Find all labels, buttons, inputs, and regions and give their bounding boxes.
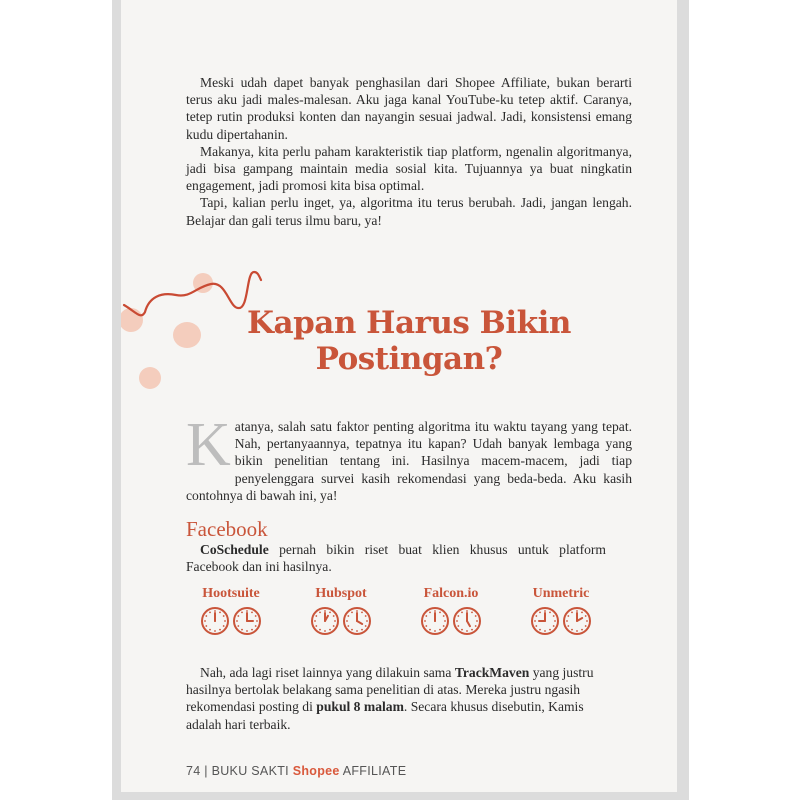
title-line: Postingan? [315,341,503,377]
tool-falcon [406,586,496,641]
section-title [186,305,632,377]
tool-name: Hubspot [315,586,367,601]
facebook-paragraph [186,541,606,575]
clock-icon [420,606,450,636]
paragraph: Meski udah dapet banyak penghasilan dari Shopee Affiliate, bukan berarti terus aku jadi males-malesan. Aku jaga kanal YouTube-ku tetep aktif. Caranya, tetep rutin produksi konten dan nayangin sesuai jadwal. Jadi, konsistensi emang kudu dipertahanin. [186,75,632,142]
clock-icon [562,606,592,636]
text: pernah bikin riset buat klien khusus untuk platform Facebook dan ini hasilnya. [186,542,606,575]
paragraph: atanya, salah satu faktor penting algoritma itu waktu tayang yang tepat. Nah, pertanyaannya, tepatnya itu kapan? Udah banyak lembaga yang bikin penelitian tentang ini. Hasilnya macem-macem, jadi tiap penyelenggara survei kasih rekomendasi yang beda-beda. Aku kasih contohnya di bawah ini, ya! [186,419,632,503]
bold-text: pukul 8 malam [316,699,404,715]
drop-cap: K [186,411,231,479]
intro-text [186,74,632,229]
title-line: Kapan Harus Bikin [247,305,571,341]
paragraph: Tapi, kalian perlu inget, ya, algoritma itu terus berubah. Jadi, jangan lengah. Belajar dan gali terus ilmu baru, ya! [186,195,632,228]
text: yang justru hasilnya bertolak belakang sama penelitian di atas. Mereka justru ngasih rekomendasi posting di [186,665,594,715]
brand: Shopee [292,764,340,778]
text: . Secara khusus disebutin, Kamis adalah hari terbaik. [186,699,584,732]
paragraph: Makanya, kita perlu paham karakteristik tiap platform, ngenalin algoritmanya, jadi bisa gampang maintain media sosial kita. Tujuannya ya buat ningkatin engagement, jadi promosi kita bisa optimal. [186,143,632,194]
clock-icon [200,606,230,636]
tool-name: Hootsuite [202,586,260,601]
tool-hootsuite [186,586,276,641]
bold-text: CoSchedule [200,542,269,557]
section-intro [186,411,632,504]
bold-text: TrackMaven [454,665,530,680]
tool-hubspot [296,586,386,641]
tool-unmetric [516,586,606,641]
clock-icon [310,606,340,636]
tool-name: Unmetric [532,586,590,601]
clock-icon [530,606,560,636]
tool-name: Falcon.io [423,586,479,601]
footer-text: AFFILIATE [339,764,407,778]
clock-icon [452,606,482,636]
clock-icon [232,606,262,636]
page-number: 74 | BUKU SAKTI [186,764,293,778]
page-footer [186,764,406,778]
text: Nah, ada lagi riset lainnya yang dilakuin sama [200,665,455,680]
posting-times [186,586,606,641]
facebook-heading: Facebook [186,517,268,541]
clock-icon [342,606,372,636]
trackmaven-paragraph [186,664,606,733]
